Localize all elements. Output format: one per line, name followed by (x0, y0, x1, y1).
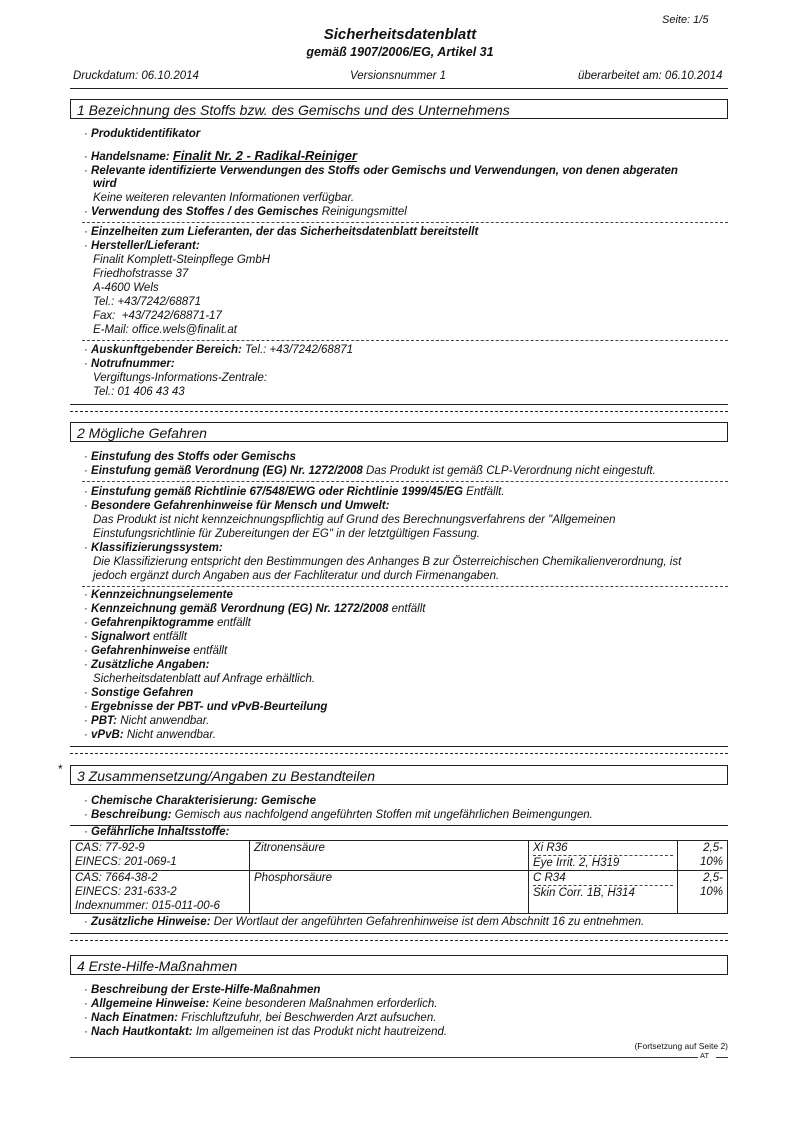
other-hazards: · Sonstige Gefahren (84, 687, 194, 699)
supplier-details: · Einzelheiten zum Lieferanten, der das Sicherheitsdatenblatt bereitstellt (84, 226, 479, 238)
signal-word: · Signalwort entfällt (84, 631, 187, 643)
table-cell: Phosphorsäure (250, 871, 529, 914)
continued-note: (Fortsetzung auf Seite 2) (634, 1041, 728, 1051)
classification-system: · Klassifizierungssystem: (84, 542, 223, 554)
section-3-heading: 3 Zusammensetzung/Angaben zu Bestandteilen (70, 765, 728, 785)
table-cell: CAS: 77-92-9 EINECS: 201-069-1 (71, 841, 250, 871)
table-row (71, 871, 728, 914)
table-cell: Zitronensäure (250, 841, 529, 871)
special-hazards-text: Einstufungsrichtlinie für Zubereitungen der EG" in der letztgültigen Fassung. (93, 528, 480, 540)
trade-name: · Handelsname: Finalit Nr. 2 - Radikal-Reiniger (84, 148, 358, 163)
description: · Beschreibung: Gemisch aus nachfolgend angeführten Stoffen mit ungefährlichen Beimengungen. (84, 809, 593, 821)
relevant-uses: · Relevante identifizierte Verwendungen des Stoffs oder Gemischs und Verwendungen, von denen abgeraten (84, 165, 678, 177)
separator (82, 586, 728, 587)
use-of-substance: · Verwendung des Stoffes / des Gemisches Reinigungsmittel (84, 206, 407, 218)
revision-date: überarbeitet am: 06.10.2014 (578, 70, 723, 82)
first-aid-description: · Beschreibung der Erste-Hilfe-Maßnahmen (84, 984, 321, 996)
country-code: AT (700, 1051, 710, 1060)
manufacturer-label: · Hersteller/Lieferant: (84, 240, 200, 252)
table-cell: C R34 Skin Corr. 1B, H314 (529, 871, 678, 914)
footer-rule (70, 1057, 698, 1058)
address-line: Fax: +43/7242/68871-17 (93, 310, 222, 322)
additional-info-text: Sicherheitsdatenblatt auf Anfrage erhältlich. (93, 673, 316, 685)
footer-rule (716, 1057, 728, 1058)
print-date: Druckdatum: 06.10.2014 (73, 70, 199, 82)
special-hazards: · Besondere Gefahrenhinweise für Mensch und Umwelt: (84, 500, 390, 512)
classification-system-text: jedoch ergänzt durch Angaben aus der Fachliteratur und durch Firmenangaben. (93, 570, 500, 582)
chemical-characterization: · Chemische Charakterisierung: Gemische (84, 795, 317, 807)
table-cell: Xi R36 Eye Irrit. 2, H319 (529, 841, 678, 871)
no-further-info: Keine weiteren relevanten Informationen verfügbar. (93, 192, 355, 204)
general-notes: · Allgemeine Hinweise: Keine besonderen Maßnahmen erforderlich. (84, 998, 438, 1010)
directive-classification: · Einstufung gemäß Richtlinie 67/548/EWG oder Richtlinie 1999/45/EG Entfällt. (84, 486, 505, 498)
emergency-line: Vergiftungs-Informations-Zentrale: (93, 372, 268, 384)
separator (82, 222, 728, 223)
label-elements: · Kennzeichnungselemente (84, 589, 233, 601)
separator (82, 481, 728, 482)
section-rule (70, 404, 728, 405)
table-cell: 2,5-10% (678, 841, 728, 871)
clp-classification: · Einstufung gemäß Verordnung (EG) Nr. 1272/2008 Das Produkt ist gemäß CLP-Verordnung nicht eingestuft. (84, 465, 656, 477)
hazardous-ingredients: · Gefährliche Inhaltsstoffe: (84, 826, 230, 838)
emergency-line: Tel.: 01 406 43 43 (93, 386, 185, 398)
info-department: · Auskunftgebender Bereich: Tel.: +43/7242/68871 (84, 344, 354, 356)
table-cell: 2,5-10% (678, 871, 728, 914)
separator (82, 340, 728, 341)
document-title: Sicherheitsdatenblatt (323, 26, 477, 43)
address-line: A-4600 Wels (93, 282, 159, 294)
section-rule (70, 411, 728, 412)
pbt: · PBT: Nicht anwendbar. (84, 715, 210, 727)
pbt-results: · Ergebnisse der PBT- und vPvB-Beurteilung (84, 701, 328, 713)
after-inhalation: · Nach Einatmen: Frischluftzufuhr, bei Beschwerden Arzt aufsuchen. (84, 1012, 437, 1024)
classification: · Einstufung des Stoffs oder Gemischs (84, 451, 296, 463)
section-2-heading: 2 Mögliche Gefahren (70, 422, 728, 442)
section-rule (70, 746, 728, 747)
product-identifier: · Produktidentifikator (84, 128, 201, 140)
document-subtitle: gemäß 1907/2006/EG, Artikel 31 (306, 45, 494, 59)
after-skin-contact: · Nach Hautkontakt: Im allgemeinen ist das Produkt nicht hautreizend. (84, 1026, 448, 1038)
section-1-heading: 1 Bezeichnung des Stoffs bzw. des Gemischs und des Unternehmens (70, 99, 728, 119)
pictograms: · Gefahrenpiktogramme entfällt (84, 617, 251, 629)
address-line: Finalit Komplett-Steinpflege GmbH (93, 254, 271, 266)
emergency-label: · Notrufnummer: (84, 358, 175, 370)
additional-info: · Zusätzliche Angaben: (84, 659, 210, 671)
revision-marker: * (58, 762, 63, 776)
relevant-uses-cont: wird (93, 178, 117, 190)
section-rule (70, 933, 728, 934)
section-rule (70, 940, 728, 941)
classification-system-text: Die Klassifizierung entspricht den Bestimmungen des Anhanges B zur Österreichischen Chemikalienverordnung, ist (93, 556, 682, 568)
special-hazards-text: Das Produkt ist nicht kennzeichnungspflichtig auf Grund des Berechnungsverfahrens der "Allgemeinen (93, 514, 616, 526)
header-rule (70, 88, 728, 89)
vpvb: · vPvB: Nicht anwendbar. (84, 729, 216, 741)
table-row (71, 841, 728, 871)
address-line: E-Mail: office.wels@finalit.at (93, 324, 237, 336)
address-line: Tel.: +43/7242/68871 (93, 296, 201, 308)
address-line: Friedhofstrasse 37 (93, 268, 189, 280)
version-number: Versionsnummer 1 (350, 70, 447, 82)
table-cell: CAS: 7664-38-2 EINECS: 231-633-2 Indexnummer: 015-011-00-6 (71, 871, 250, 914)
section-4-heading: 4 Erste-Hilfe-Maßnahmen (70, 955, 728, 975)
page-number: Seite: 1/5 (662, 14, 709, 26)
ingredients-table (70, 840, 728, 914)
hazard-statements: · Gefahrenhinweise entfällt (84, 645, 228, 657)
section-rule (70, 753, 728, 754)
marking: · Kennzeichnung gemäß Verordnung (EG) Nr. 1272/2008 entfällt (84, 603, 426, 615)
additional-notes: · Zusätzliche Hinweise: Der Wortlaut der angeführten Gefahrenhinweise ist dem Abschnitt 16 zu entnehmen. (84, 916, 645, 928)
